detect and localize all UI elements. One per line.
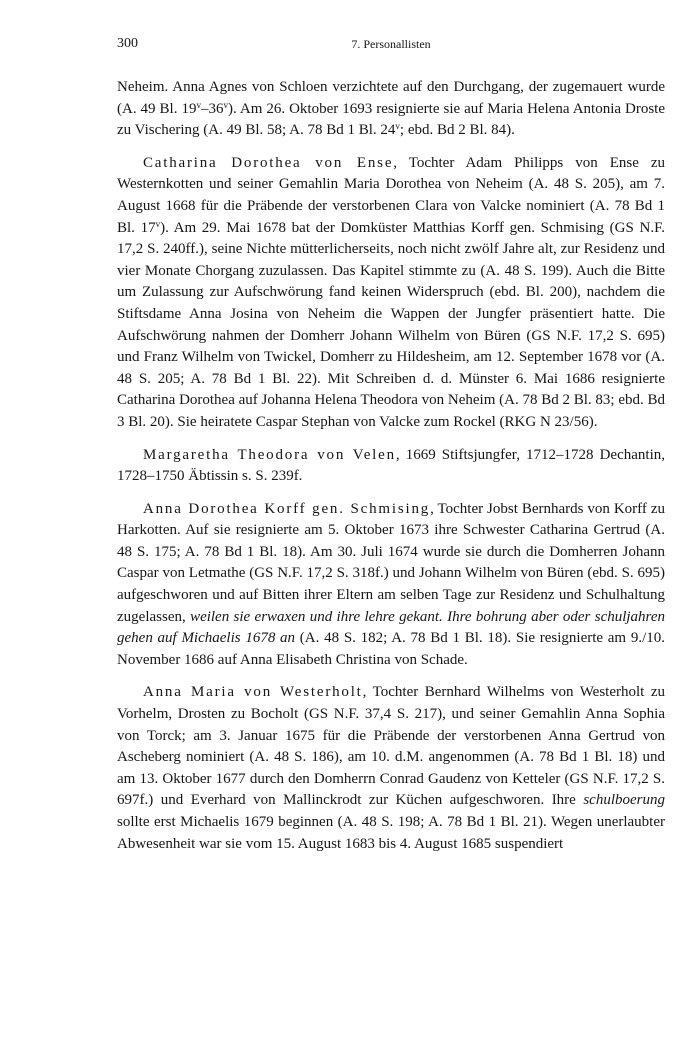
italic-term: schulboerung xyxy=(583,792,665,809)
italic-quote: weilen sie erwaxen und ihre lehre gekant. Ihre bohrung aber oder schuljahren gehen auf Michaelis 1678 an xyxy=(117,608,665,647)
text-run: Neheim. Anna Agnes von Schloen verzichtete auf den Durchgang, der zugemauert wurde (A. 49 Bl. 19 xyxy=(117,79,665,117)
section-title: 7. Personallisten xyxy=(351,37,431,51)
entry-anna-dorothea-korff xyxy=(117,499,665,672)
page-number: 300 xyxy=(117,36,138,51)
text-run: , Tochter Jobst Bernhards von Korff zu Harkotten. Auf sie resignierte am 5. Oktober 1673 ihre Schwester Catharina Gertrud (A. 48 S. 175; A. 78 Bd 1 Bl. 18). Am 30. Juli 1674 wurde sie durch die Domherren Johann Caspar von Letmathe (GS N.F. 17,2 S. 318f.) und Johann Wilhelm von Büren (ebd. S. 695) aufgeschworen und auf Bitten ihrer Eltern am selben Tage zur Residenz und Schulhaltung zugelassen, xyxy=(117,500,665,625)
text-run: ). Am 29. Mai 1678 bat der Domküster Matthias Korff gen. Schmising (GS N.F. 17,2 S. 240ff.), seine Nichte mütterlicherseits, noch nicht zwölf Jahre alt, zur Residenz und vier Monate Chorgang zuzulassen. Das Kapitel stimmte zu (A. 48 S. 199). Auch die Bitte um Zulassung zur Aufschwörung fand keinen Widerspruch (ebd. Bl. 200), nachdem die Stiftsdame Anna Josina von Neheim die Wappen der Jungfer präsentiert hatte. Die Aufschwörung nahmen der Domherr Johann Wilhelm von Büren (GS N.F. 17,2 S. 695) und Franz Wilhelm von Twickel, Domherr zu Hildesheim, am 12. September 1678 vor (A. 48 S. 205; A. 78 Bd 1 Bl. 22). Mit Schreiben d. d. Münster 6. Mai 1686 resignierte Catharina Dorothea auf Johanna Helena Theodora von Neheim (A. 78 Bd 2 Bl. 83; ebd. Bd 3 Bl. 20). Sie heiratete Caspar Stephan von Valcke zum Rockel (RKG N 23/56). xyxy=(117,219,665,430)
page-body xyxy=(117,77,665,855)
entry-catharina-dorothea-von-ense xyxy=(117,153,665,434)
text-run: ; ebd. Bd 2 Bl. 84). xyxy=(399,122,515,139)
entry-margaretha-theodora-von-velen xyxy=(117,445,665,488)
person-name: Margaretha Theodora von Velen xyxy=(143,446,396,463)
text-run: ). Am 26. Oktober 1693 resignierte sie auf Maria Helena Antonia Droste zu Vischering (A. 49 Bl. 58; A. 78 Bd 1 Bl. 24 xyxy=(117,100,665,139)
entry-anna-maria-von-westerholt xyxy=(117,682,665,855)
text-run: , Tochter Adam Philipps von Ense zu Westernkotten und seiner Gemahlin Maria Dorothea von Neheim (A. 48 S. 205), am 7. August 1668 für die Präbende der verstorbenen Clara von Valcke nominiert (A. 78 Bd 1 Bl. 17 xyxy=(117,154,665,236)
text-run: sollte erst Michaelis 1679 beginnen (A. 48 S. 198; A. 78 Bd 1 Bl. 21). Wegen unerlaubter Abwesenheit war sie vom 15. August 1683 bis 4. August 1685 suspendiert xyxy=(117,814,665,852)
superscript: v xyxy=(155,218,161,229)
text-run: , Tochter Bernhard Wilhelms von Westerholt zu Vorhelm, Drosten zu Bocholt (GS N.F. 37,4 S. 217), und seiner Gemahlin Anna Sophia von Torck; am 3. Januar 1675 für die Präbende der verstorbenen Anna Gertrud von Ascheberg nominiert (A. 48 S. 186), am 10. d.M. angenommen (A. 78 Bd 1 Bl. 18) und am 13. Oktober 1677 durch den Domherrn Conrad Gaudenz von Ketteler (GS N.F. 17,2 S. 697f.) und Everhard von Mallinckrodt zur Küchen aufgeschworen. Ihre xyxy=(117,684,665,809)
person-name: Anna Maria von Westerholt xyxy=(143,684,363,701)
text-run: –36 xyxy=(200,100,224,117)
book-page xyxy=(117,36,665,855)
person-name: Catharina Dorothea von Ense xyxy=(143,154,394,171)
person-name: Anna Dorothea Korff gen. Schmising xyxy=(143,500,431,517)
paragraph-continuation xyxy=(117,77,665,142)
text-run: (A. 48 S. 182; A. 78 Bd 1 Bl. 18). Sie resignierte am 9./10. November 1686 auf Anna Elisabeth Christina von Schade. xyxy=(117,630,665,668)
superscript: v xyxy=(196,99,201,110)
superscript: v xyxy=(223,99,228,110)
running-head xyxy=(117,36,665,58)
superscript: v xyxy=(395,121,400,132)
text-run: , 1669 Stiftsjungfer, 1712–1728 Dechantin, 1728–1750 Äbtissin s. S. 239f. xyxy=(117,446,665,485)
